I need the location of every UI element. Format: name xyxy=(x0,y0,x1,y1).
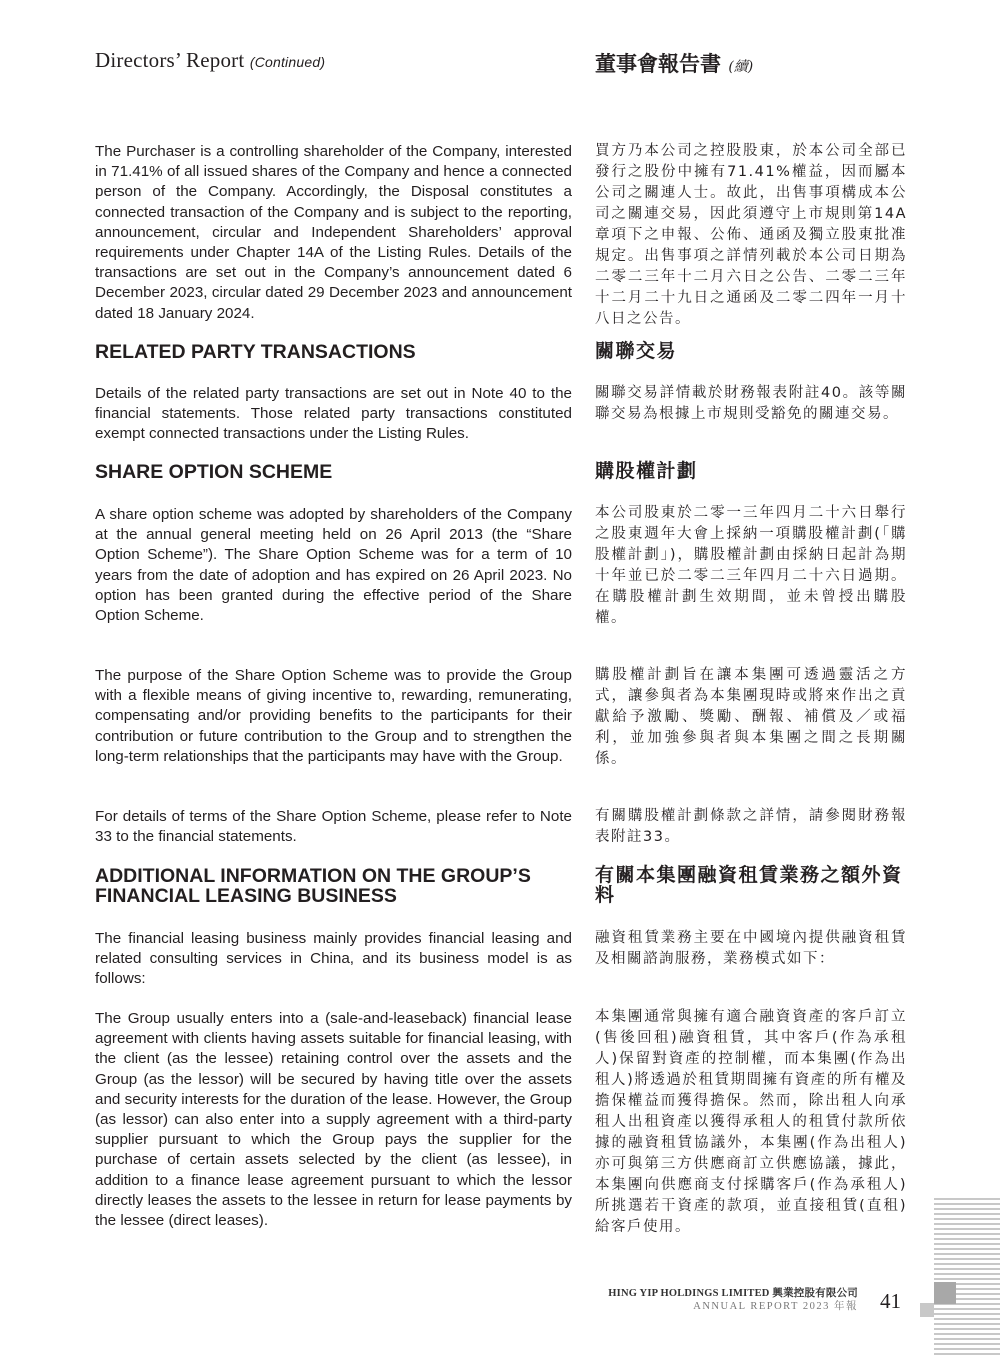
header-title-en: Directors’ Report xyxy=(95,48,245,72)
page-header-zh xyxy=(595,48,753,78)
leasing-heading-en: ADDITIONAL INFORMATION ON THE GROUP’S FINANCIAL LEASING BUSINESS xyxy=(95,865,531,907)
leasing-heading-zh: 有關本集團融資租賃業務之額外資料 xyxy=(595,864,903,906)
share-option-p3-zh: 有關購股權計劃條款之詳情，請參閱財務報表附註33。 xyxy=(595,808,907,845)
share-option-heading-zh: 購股權計劃 xyxy=(595,460,698,482)
related-party-body-zh: 關聯交易詳情載於財務報表附註40。該等關聯交易為根據上市規則受豁免的關連交易。 xyxy=(595,385,907,422)
leasing-p2-zh: 本集團通常與擁有適合融資資產的客戶訂立(售後回租)融資租賃，其中客戶(作為承租人)保留對資產的控制權，而本集團(作為出租人)將透過於租賃期間擁有資產的所有權及擔保權益而獲得擔保。然而，除出租人向承租人出租資產以獲得承租人的租賃付款所依據的融資租賃協議外，本集團(作為出租人)亦可與第三方供應商訂立供應協議，據此，本集團向供應商支付採購客戶(作為承租人)所挑選若干資產的款項，並直接租賃(直租)給客戶使用。 xyxy=(595,1009,907,1235)
leasing-p1-en: The financial leasing business mainly provides financial leasing and related consulting services in China, and its business model is as follows: xyxy=(95,930,572,988)
page-footer xyxy=(608,1287,858,1313)
page-header-en xyxy=(95,48,325,73)
intro-paragraph-en: The Purchaser is a controlling shareholder of the Company, interested in 71.41% of all issued shares of the Company and hence a connected person of the Company. Accordingly, the Disposal constitutes a connected transaction of the Company and is subject to the reporting, announcement, circular and Independent Shareholders’ approval requirements under Chapter 14A of the Listing Rules. Details of the transactions are set out in the Company’s announcement dated 6 December 2023, circular dated 29 December 2023 and announcement dated 18 January 2024. xyxy=(95,143,572,322)
header-title-zh: 董事會報告書 xyxy=(595,51,721,76)
share-option-heading-en: SHARE OPTION SCHEME xyxy=(95,461,333,483)
related-party-body-en: Details of the related party transactions are set out in Note 40 to the financial statements. Those related party transactions constituted exempt connected transactions under the Listing Rules. xyxy=(95,385,572,443)
related-party-heading-zh: 關聯交易 xyxy=(595,340,678,362)
striped-corner-decoration xyxy=(934,1198,1000,1357)
related-party-heading-en: RELATED PARTY TRANSACTIONS xyxy=(95,341,416,363)
footer-report-title: ANNUAL REPORT 2023 年報 xyxy=(693,1301,858,1312)
share-option-p1-zh: 本公司股東於二零一三年四月二十六日舉行之股東週年大會上採納一項購股權計劃(「購股權計劃」)，購股權計劃由採納日起計為期十年並已於二零二三年四月二十六日過期。在購股權計劃生效期間，並未曾授出購股權。 xyxy=(595,505,907,626)
share-option-p3-en: For details of terms of the Share Option Scheme, please refer to Note 33 to the financial statements. xyxy=(95,808,572,846)
share-option-p2-zh: 購股權計劃旨在讓本集團可透過靈活之方式，讓參與者為本集團現時或將來作出之貢獻給予激勵、獎勵、酬報、補償及／或福利，並加強參與者與本集團之間之長期關係。 xyxy=(595,667,907,767)
share-option-p2-en: The purpose of the Share Option Scheme was to provide the Group with a flexible means of giving incentive to, rewarding, remunerating, compensating and/or providing benefits to the participants for their contribution or future contribution to the Group and to strengthen the long-term relationships that the participants may have with the Group. xyxy=(95,667,572,765)
light-grey-square-decoration xyxy=(920,1303,934,1317)
leasing-p2-en: The Group usually enters into a (sale-and-leaseback) financial lease agreement with clients having assets suitable for financial leasing, with the client (as the lessee) retaining control over the assets and the Group (as the lessor) will be secured by having title over the assets and security interests for the duration of the lease. However, the Group (as lessor) can also enter into a supply agreement with a third-party supplier pursuant to which the Group pays the supplier for the purchase of certain assets selected by the client (as lessee), in addition to a finance lease agreement pursuant to which the lessor directly leases the assets to the lessee in return for lease payments by the lessee (direct leases). xyxy=(95,1010,572,1230)
grey-square-decoration xyxy=(934,1282,956,1304)
share-option-p1-en: A share option scheme was adopted by shareholders of the Company at the annual general meeting held on 26 April 2013 (the “Share Option Scheme”). The Share Option Scheme was for a term of 10 years from the date of adoption and has expired on 26 April 2023. No option has been granted during the effective period of the Share Option Scheme. xyxy=(95,506,572,625)
leasing-p1-zh: 融資租賃業務主要在中國境內提供融資租賃及相關諮詢服務，業務模式如下： xyxy=(595,930,907,967)
footer-company-name: HING YIP HOLDINGS LIMITED 興業控股有限公司 xyxy=(608,1288,858,1299)
intro-paragraph-zh: 買方乃本公司之控股股東，於本公司全部已發行之股份中擁有71.41%權益，因而屬本公司之關連人士。故此，出售事項構成本公司之關連交易，因此須遵守上市規則第14A章項下之申報、公佈、通函及獨立股東批准規定。出售事項之詳情列載於本公司日期為二零二三年十二月六日之公告、二零二三年十二月二十九日之通函及二零二四年一月十八日之公告。 xyxy=(595,143,907,327)
header-continued-en: (Continued) xyxy=(249,54,326,70)
header-continued-zh: (續) xyxy=(728,59,754,75)
page-number: 41 xyxy=(880,1289,901,1313)
